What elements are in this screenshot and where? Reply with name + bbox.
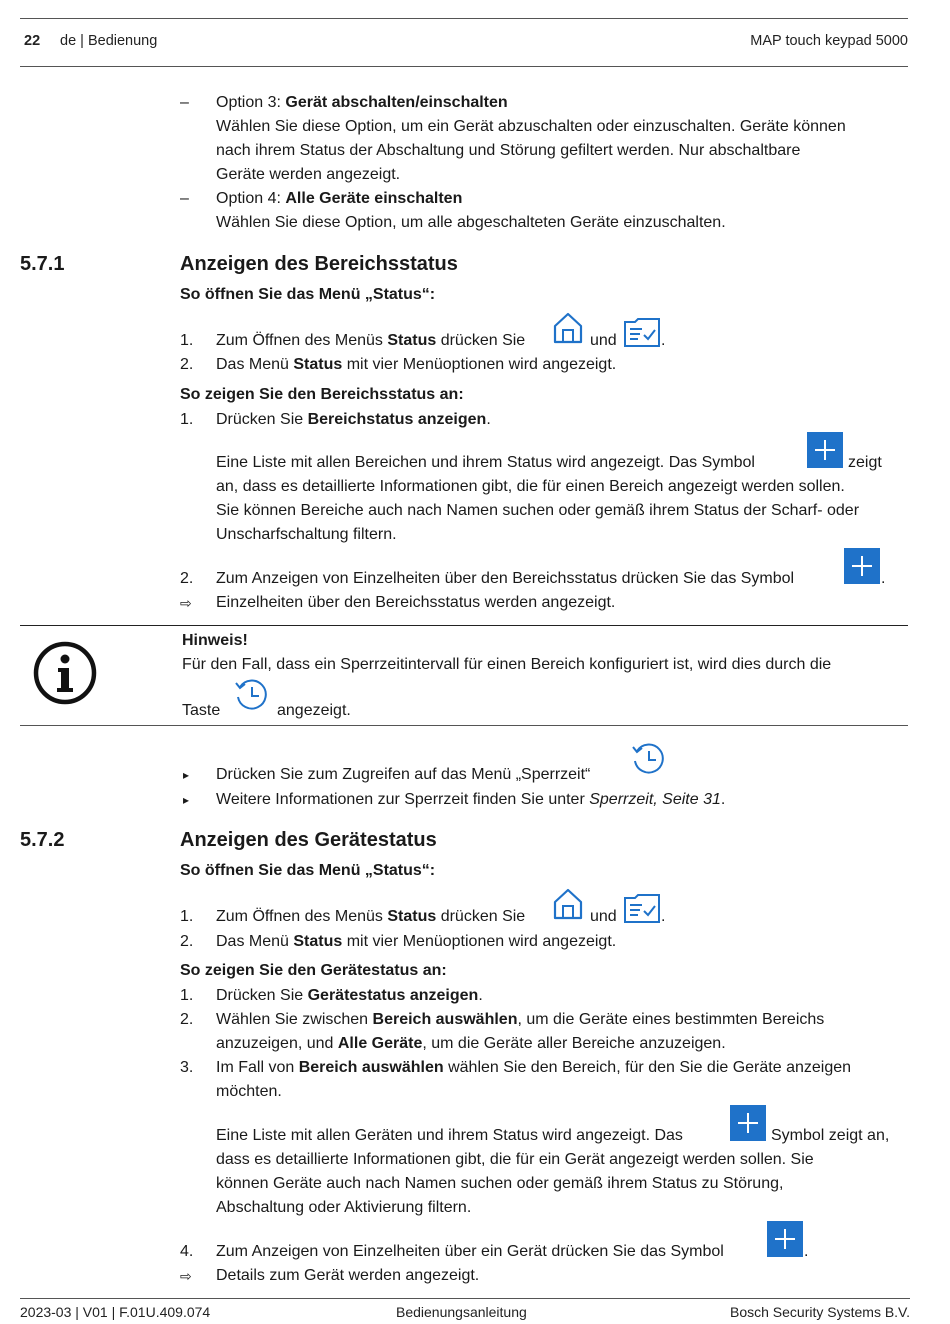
step-number: 1.: [180, 987, 194, 1004]
step-number: 1.: [180, 908, 194, 925]
period: .: [881, 570, 886, 587]
plus-icon: [807, 432, 843, 468]
option3-desc-1: Wählen Sie diese Option, um ein Gerät abzuschalten oder einzuschalten. Geräte können: [216, 118, 846, 135]
device-list-desc-2: dass es detaillierte Informationen gibt, die für ein Gerät angezeigt werden sollen. Sie: [216, 1151, 814, 1168]
timer-icon: [631, 741, 667, 777]
note-rule-top: [20, 625, 908, 626]
plus-icon: [767, 1221, 803, 1257]
timer-icon: [234, 677, 270, 713]
status-list-icon: [623, 318, 661, 348]
subheading-open: So öffnen Sie das Menü „Status“:: [180, 286, 436, 303]
option4-line: Option 4: Alle Geräte einschalten: [216, 190, 463, 207]
device-list-desc-4: Abschaltung oder Aktivierung filtern.: [216, 1199, 472, 1216]
subheading-show: So zeigen Sie den Gerätestatus an:: [180, 962, 447, 979]
step-press-device-status: Drücken Sie Gerätestatus anzeigen.: [216, 987, 483, 1004]
step-number: 1.: [180, 332, 194, 349]
period: .: [804, 1243, 809, 1260]
option4-desc-1: Wählen Sie diese Option, um alle abgeschalteten Geräte einzuschalten.: [216, 214, 726, 231]
device-list-desc-3: können Geräte auch nach Namen suchen oder gemäß ihrem Status zu Störung,: [216, 1175, 784, 1192]
step-open-status: Zum Öffnen des Menüs Status drücken Sie: [216, 332, 526, 349]
bullet-marker: ▸: [183, 793, 190, 807]
result-arrow: ⇨: [180, 1268, 192, 1284]
option3-desc-2: nach ihrem Status der Abschaltung und Störung gefiltert werden. Nur abschaltbare: [216, 142, 801, 159]
plus-icon: [730, 1105, 766, 1141]
header-rule-bottom: [20, 66, 908, 67]
result-text: Einzelheiten über den Bereichsstatus werden angezeigt.: [216, 594, 616, 611]
step-select-area-2: möchten.: [216, 1083, 282, 1100]
bullet-marker: ▸: [183, 768, 190, 782]
step-press-area-status: Drücken Sie Bereichstatus anzeigen.: [216, 411, 491, 428]
step-number: 1.: [180, 411, 194, 428]
subheading-open: So öffnen Sie das Menü „Status“:: [180, 862, 436, 879]
area-list-desc-4: Unscharfschaltung filtern.: [216, 526, 397, 543]
header-rule-top: [20, 18, 908, 19]
section-title: Anzeigen des Bereichsstatus: [180, 253, 458, 275]
home-icon: [553, 312, 583, 344]
period: .: [661, 908, 666, 925]
area-list-desc-1: Eine Liste mit allen Bereichen und ihrem Status wird angezeigt. Das Symbol: [216, 454, 755, 471]
bullet-more-info: Weitere Informationen zur Sperrzeit finden Sie unter Sperrzeit, Seite 31.: [216, 791, 726, 808]
area-list-desc-1b: zeigt: [848, 454, 882, 471]
step-area-details: Zum Anzeigen von Einzelheiten über den Bereichsstatus drücken Sie das Symbol: [216, 570, 795, 587]
step-number: 2.: [180, 933, 194, 950]
option3-line: Option 3: Gerät abschalten/einschalten: [216, 94, 508, 111]
device-list-desc-1b: Symbol zeigt an,: [771, 1127, 890, 1144]
step-status-menu: Das Menü Status mit vier Menüoptionen wird angezeigt.: [216, 356, 617, 373]
note-text-2b: angezeigt.: [277, 702, 351, 719]
header-product: MAP touch keypad 5000: [750, 33, 908, 49]
footer-rule: [20, 1298, 910, 1299]
step-open-status: Zum Öffnen des Menüs Status drücken Sie: [216, 908, 526, 925]
period: .: [661, 332, 666, 349]
note-title: Hinweis!: [182, 632, 248, 649]
result-text: Details zum Gerät werden angezeigt.: [216, 1267, 480, 1284]
step-choose-area: Wählen Sie zwischen Bereich auswählen, um die Geräte eines bestimmten Bereichs: [216, 1011, 825, 1028]
home-icon: [553, 888, 583, 920]
step-choose-area-2: anzuzeigen, und Alle Geräte, um die Geräte aller Bereiche anzuzeigen.: [216, 1035, 726, 1052]
section-title: Anzeigen des Gerätestatus: [180, 829, 437, 851]
step-number: 2.: [180, 356, 194, 373]
note-text-1: Für den Fall, dass ein Sperrzeitintervall für einen Bereich konfiguriert ist, wird dies durch die: [182, 656, 832, 673]
step-number: 2.: [180, 570, 194, 587]
note-text-2a: Taste: [182, 702, 221, 719]
footer-doc-type: Bedienungsanleitung: [396, 1304, 527, 1320]
dash-marker: –: [180, 94, 189, 111]
step-number: 2.: [180, 1011, 194, 1028]
and-text: und: [590, 908, 617, 925]
footer-doc-id: 2023-03 | V01 | F.01U.409.074: [20, 1304, 211, 1320]
cross-reference-link[interactable]: Sperrzeit, Seite 31: [589, 791, 721, 808]
step-number: 4.: [180, 1243, 194, 1260]
section-number: 5.7.1: [20, 253, 65, 275]
option3-desc-3: Geräte werden angezeigt.: [216, 166, 401, 183]
page-number: 22: [24, 33, 41, 49]
area-list-desc-2: an, dass es detaillierte Informationen gibt, die für einen Bereich angezeigt werden sollen.: [216, 478, 845, 495]
dash-marker: –: [180, 190, 189, 207]
result-arrow: ⇨: [180, 595, 192, 611]
step-device-details: Zum Anzeigen von Einzelheiten über ein Gerät drücken Sie das Symbol: [216, 1243, 724, 1260]
subheading-show: So zeigen Sie den Bereichsstatus an:: [180, 386, 464, 403]
section-number: 5.7.2: [20, 829, 65, 851]
step-number: 3.: [180, 1059, 194, 1076]
step-status-menu: Das Menü Status mit vier Menüoptionen wird angezeigt.: [216, 933, 617, 950]
header-section: de | Bedienung: [60, 33, 158, 49]
plus-icon: [844, 548, 880, 584]
info-icon: [32, 640, 98, 706]
bullet-sperrzeit: Drücken Sie zum Zugreifen auf das Menü „Sperrzeit“: [216, 766, 591, 783]
step-select-area: Im Fall von Bereich auswählen wählen Sie den Bereich, für den Sie die Geräte anzeigen: [216, 1059, 852, 1076]
status-list-icon: [623, 894, 661, 924]
footer-company: Bosch Security Systems B.V.: [730, 1304, 910, 1320]
device-list-desc-1: Eine Liste mit allen Geräten und ihrem Status wird angezeigt. Das: [216, 1127, 683, 1144]
area-list-desc-3: Sie können Bereiche auch nach Namen suchen oder gemäß ihrem Status der Scharf- oder: [216, 502, 860, 519]
and-text: und: [590, 332, 617, 349]
note-rule-bottom: [20, 725, 908, 726]
